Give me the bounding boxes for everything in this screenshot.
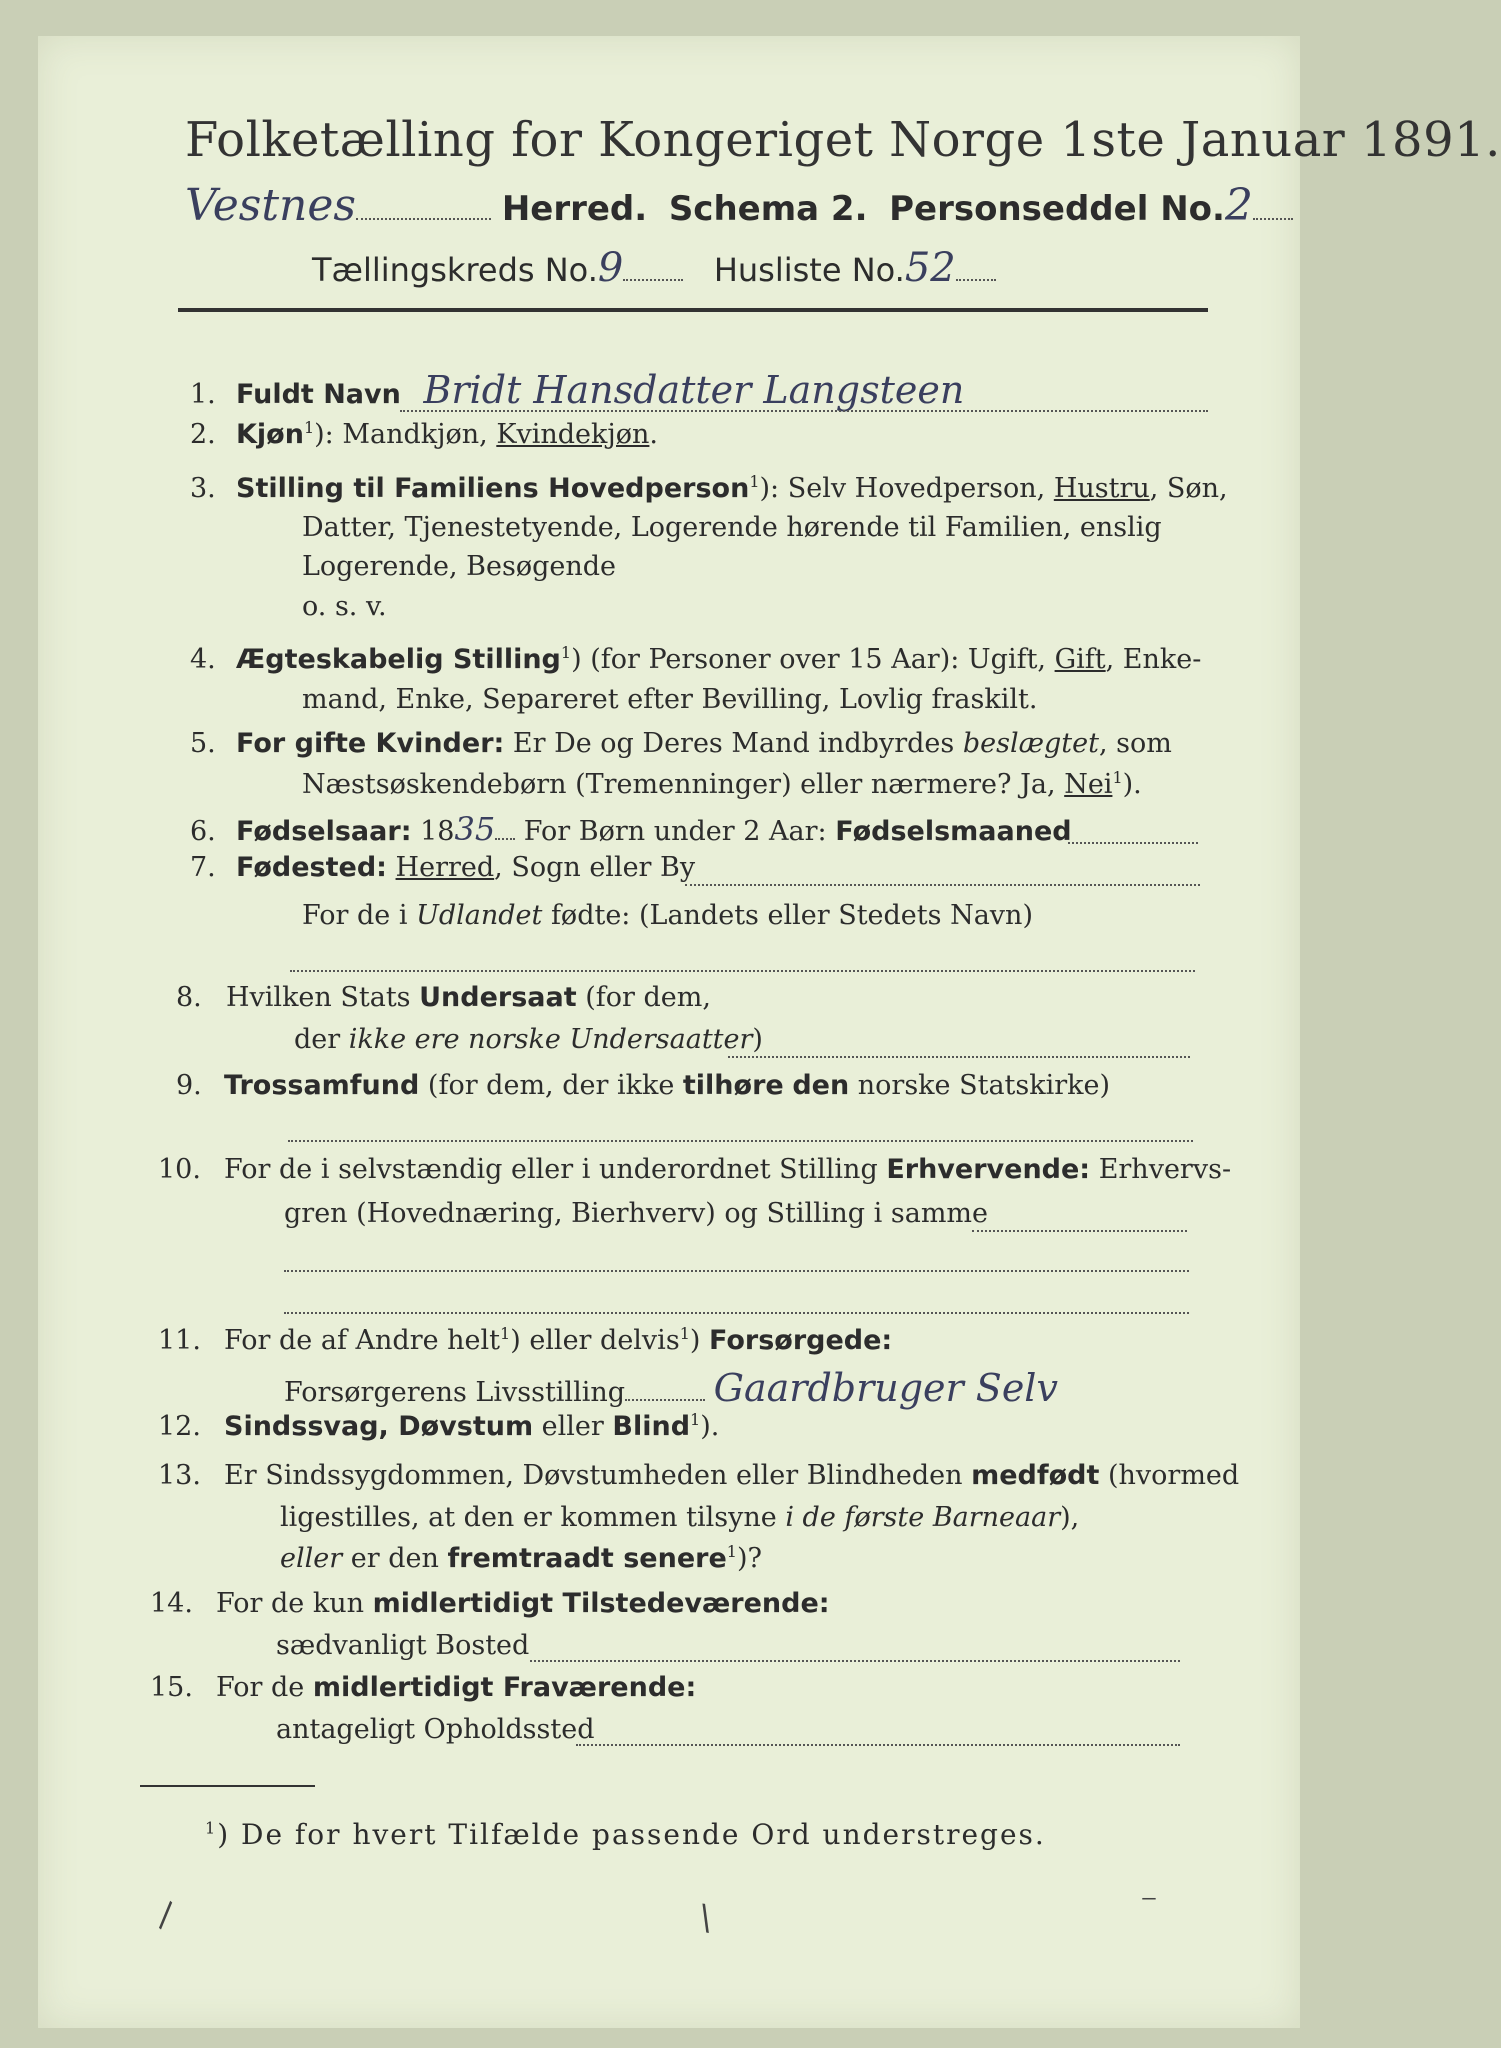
q15-label: midlertidigt Fraværende: — [312, 1672, 697, 1703]
herred-label: Herred. — [501, 189, 648, 229]
q5-label: For gifte Kvinder: — [236, 728, 505, 759]
form-title: Folketælling for Kongeriget Norge 1ste Januar 1891. — [185, 112, 1501, 168]
q7-selected: Herred — [395, 852, 495, 883]
q5-line2: Næstsøskendebørn (Tremenninger) eller nærmere? Ja, Nei$^1$). — [302, 768, 1142, 800]
q10-label: Erhvervende: — [886, 1154, 1091, 1185]
q4-selected: Gift — [1054, 644, 1106, 675]
footnote: $^1$) De for hvert Tilfælde passende Ord understreges. — [205, 1818, 1046, 1851]
q7-line2: For de i Udlandet fødte: (Landets eller Stedets Navn) — [302, 900, 1033, 931]
q2-line: 2. Kjøn$^1$): Mandkjøn, Kvindekjøn. — [190, 418, 658, 450]
q3-line2: Datter, Tjenestetyende, Logerende hørende til Familien, enslig — [302, 512, 1162, 543]
q5-selected: Nei — [1064, 769, 1113, 800]
q13-label: medfødt — [971, 1460, 1100, 1491]
q8-label: Undersaat — [419, 982, 577, 1013]
q12-line: 12. Sindssvag, Døvstum eller Blind$^1$). — [158, 1410, 720, 1442]
q11-line2: Forsørgerens Livsstilling Gaardbruger Selv — [284, 1366, 1058, 1410]
q15-line1: 15. For de midlertidigt Fraværende: — [150, 1672, 697, 1703]
q14-label: midlertidigt Tilstedeværende: — [372, 1588, 830, 1619]
q13-line1: 13. Er Sindssygdommen, Døvstumheden eller Blindheden medfødt (hvormed — [158, 1460, 1240, 1491]
husliste-value: 52 — [904, 245, 956, 291]
q3-line3: Logerende, Besøgende — [302, 551, 616, 582]
q3-line4: o. s. v. — [302, 591, 387, 622]
q3-selected: Hustru — [1053, 473, 1150, 504]
pen-mark: \ — [696, 1897, 715, 1939]
q14-line2: sædvanligt Bosted — [276, 1630, 530, 1661]
q2-selected: Kvindekjøn — [496, 419, 650, 450]
q13-line3: eller er den fremtraadt senere$^1$)? — [280, 1542, 762, 1574]
footnote-rule — [140, 1785, 315, 1787]
personseddel-value: 2 — [1224, 180, 1253, 231]
q6-label: Fødselsaar: — [236, 816, 412, 847]
q13-line2: ligestilles, at den er kommen tilsyne i de første Barneaar), — [280, 1502, 1080, 1533]
q15-line2: antageligt Opholdssted — [276, 1714, 595, 1745]
q1-line: 1. Fuldt Navn Bridt Hansdatter Langsteen — [190, 368, 965, 412]
kreds-line — [312, 245, 996, 291]
q1-value: Bridt Hansdatter Langsteen — [423, 368, 965, 412]
herred-value: Vestnes — [185, 180, 356, 231]
q14-line1: 14. For de kun midlertidigt Tilstedeværende: — [150, 1588, 830, 1619]
husliste-label: Husliste No. — [713, 251, 905, 289]
header-rule — [178, 308, 1208, 312]
q8-line1: 8. Hvilken Stats Undersaat (for dem, — [176, 982, 711, 1013]
q11-label: Forsørgede: — [709, 1325, 893, 1356]
q9-line: 9. Trossamfund (for dem, der ikke tilhøre den norske Statskirke) — [176, 1070, 1111, 1101]
pen-mark: ⁻ — [1140, 1885, 1158, 1925]
q6-line: 6. Fødselsaar: 1835 For Børn under 2 Aar: Fødselsmaaned — [190, 810, 1072, 848]
kreds-label: Tællingskreds No. — [312, 251, 598, 289]
q11-value: Gaardbruger Selv — [713, 1366, 1058, 1410]
q3-label: Stilling til Familiens Hovedperson — [236, 473, 750, 504]
q7-line1: 7. Fødested: Herred, Sogn eller By — [190, 852, 696, 883]
q4-label: Ægteskabelig Stilling — [236, 644, 561, 675]
q2-label: Kjøn — [236, 419, 304, 450]
personseddel-label: Personseddel No. — [889, 189, 1225, 229]
schema-label: Schema 2. — [668, 189, 868, 229]
q1-label: Fuldt Navn — [236, 379, 401, 410]
q4-line1: 4. Ægteskabelig Stilling$^1$) (for Personer over 15 Aar): Ugift, Gift, Enke- — [190, 643, 1202, 675]
q4-line2: mand, Enke, Separeret efter Bevilling, Lovlig fraskilt. — [302, 684, 1038, 715]
herred-line — [185, 180, 1293, 231]
q5-line1: 5. For gifte Kvinder: Er De og Deres Mand indbyrdes beslægtet, som — [190, 728, 1172, 759]
q3-line1: 3. Stilling til Familiens Hovedperson$^1$): Selv Hovedperson, Hustru, Søn, — [190, 472, 1228, 504]
kreds-value: 9 — [597, 245, 624, 291]
q10-line1: 10. For de i selvstændig eller i underordnet Stilling Erhvervende: Erhvervs- — [158, 1154, 1232, 1185]
q12-label: Sindssvag, Døvstum — [224, 1411, 534, 1442]
pen-mark: \ — [148, 1895, 183, 1935]
q7-label: Fødested: — [236, 852, 387, 883]
q8-line2: der ikke ere norske Undersaatter) — [294, 1024, 763, 1055]
q10-line2: gren (Hovednæring, Bierhverv) og Stilling i samme — [284, 1198, 989, 1229]
q6-value: 35 — [454, 810, 496, 848]
q11-line1: 11. For de af Andre helt$^1$) eller delvis$^1$) Forsørgede: — [158, 1324, 893, 1356]
q9-label: Trossamfund — [224, 1070, 420, 1101]
